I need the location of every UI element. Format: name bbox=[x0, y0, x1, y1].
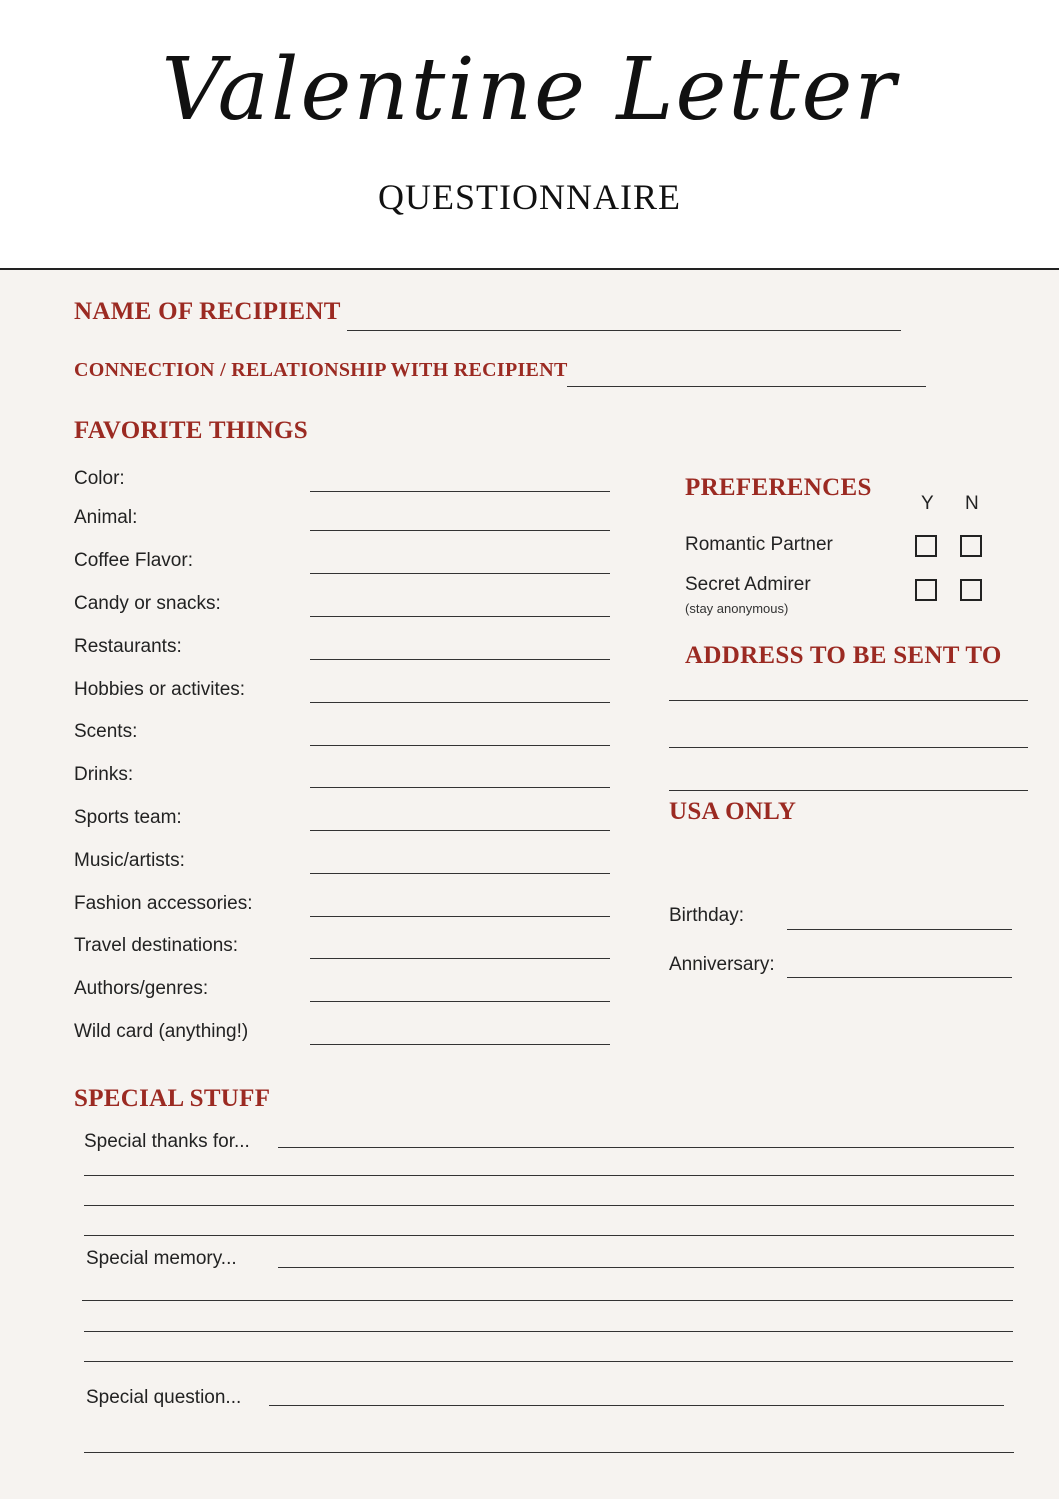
usa-only-note: USA ONLY bbox=[669, 798, 797, 825]
anniversary-field[interactable] bbox=[787, 977, 1012, 978]
special-thanks-line-2[interactable] bbox=[84, 1175, 1014, 1176]
favorite-restaurants-field[interactable] bbox=[310, 659, 610, 660]
page-subtitle: QUESTIONNAIRE bbox=[378, 177, 681, 217]
special-question-label: Special question... bbox=[86, 1387, 242, 1408]
favorite-travel-field[interactable] bbox=[310, 958, 610, 959]
secret-admirer-no-checkbox[interactable] bbox=[960, 579, 982, 601]
connection-label: CONNECTION / RELATIONSHIP WITH RECIPIENT bbox=[74, 359, 568, 381]
favorite-hobbies-field[interactable] bbox=[310, 702, 610, 703]
favorite-animal-field[interactable] bbox=[310, 530, 610, 531]
favorite-drinks-label: Drinks: bbox=[74, 764, 134, 785]
no-column-label: N bbox=[965, 493, 979, 514]
special-memory-line-3[interactable] bbox=[84, 1331, 1013, 1332]
romantic-partner-label: Romantic Partner bbox=[685, 534, 833, 555]
favorite-color-field[interactable] bbox=[310, 491, 610, 492]
special-memory-line-2[interactable] bbox=[82, 1300, 1013, 1301]
favorite-wild-card-label: Wild card (anything!) bbox=[74, 1021, 249, 1042]
connection-field[interactable] bbox=[567, 386, 926, 387]
special-thanks-line-4[interactable] bbox=[84, 1235, 1014, 1236]
favorite-fashion-label: Fashion accessories: bbox=[74, 893, 253, 914]
secret-admirer-yes-checkbox[interactable] bbox=[915, 579, 937, 601]
favorite-music-label: Music/artists: bbox=[74, 850, 185, 871]
form-body bbox=[0, 268, 1059, 1499]
favorite-things-heading: FAVORITE THINGS bbox=[74, 417, 308, 444]
favorite-hobbies-label: Hobbies or activites: bbox=[74, 679, 246, 700]
yes-column-label: Y bbox=[921, 493, 934, 514]
special-thanks-line-1[interactable] bbox=[278, 1147, 1014, 1148]
favorite-color-label: Color: bbox=[74, 468, 125, 489]
favorite-sports-team-field[interactable] bbox=[310, 830, 610, 831]
romantic-partner-yes-checkbox[interactable] bbox=[915, 535, 937, 557]
address-line-2[interactable] bbox=[669, 747, 1028, 748]
favorite-restaurants-label: Restaurants: bbox=[74, 636, 182, 657]
birthday-label: Birthday: bbox=[669, 905, 744, 926]
special-thanks-line-3[interactable] bbox=[84, 1205, 1014, 1206]
favorite-sports-team-label: Sports team: bbox=[74, 807, 182, 828]
favorite-coffee-field[interactable] bbox=[310, 573, 610, 574]
favorite-candy-label: Candy or snacks: bbox=[74, 593, 221, 614]
romantic-partner-no-checkbox[interactable] bbox=[960, 535, 982, 557]
anniversary-label: Anniversary: bbox=[669, 954, 775, 975]
address-line-1[interactable] bbox=[669, 700, 1028, 701]
birthday-field[interactable] bbox=[787, 929, 1012, 930]
special-memory-line-4[interactable] bbox=[84, 1361, 1013, 1362]
special-memory-line-1[interactable] bbox=[278, 1267, 1014, 1268]
secret-admirer-label: Secret Admirer bbox=[685, 574, 811, 595]
preferences-heading: PREFERENCES bbox=[685, 474, 872, 501]
favorite-animal-label: Animal: bbox=[74, 507, 138, 528]
favorite-authors-field[interactable] bbox=[310, 1001, 610, 1002]
address-heading: ADDRESS TO BE SENT TO bbox=[685, 642, 1002, 669]
name-of-recipient-field[interactable] bbox=[347, 330, 901, 331]
address-line-3[interactable] bbox=[669, 790, 1028, 791]
secret-admirer-note: (stay anonymous) bbox=[685, 601, 789, 616]
page-title: Valentine Letter bbox=[161, 40, 898, 140]
favorite-fashion-field[interactable] bbox=[310, 916, 610, 917]
favorite-coffee-label: Coffee Flavor: bbox=[74, 550, 193, 571]
special-question-line-2[interactable] bbox=[84, 1452, 1014, 1453]
favorite-authors-label: Authors/genres: bbox=[74, 978, 209, 999]
special-memory-label: Special memory... bbox=[86, 1248, 237, 1269]
favorite-music-field[interactable] bbox=[310, 873, 610, 874]
favorite-travel-label: Travel destinations: bbox=[74, 935, 239, 956]
favorite-scents-field[interactable] bbox=[310, 745, 610, 746]
favorite-scents-label: Scents: bbox=[74, 721, 138, 742]
favorite-drinks-field[interactable] bbox=[310, 787, 610, 788]
name-of-recipient-label: NAME OF RECIPIENT bbox=[74, 298, 341, 325]
favorite-wild-card-field[interactable] bbox=[310, 1044, 610, 1045]
special-thanks-label: Special thanks for... bbox=[84, 1131, 250, 1152]
special-question-line-1[interactable] bbox=[269, 1405, 1004, 1406]
special-stuff-heading: SPECIAL STUFF bbox=[74, 1085, 271, 1112]
header bbox=[0, 0, 1059, 268]
favorite-candy-field[interactable] bbox=[310, 616, 610, 617]
